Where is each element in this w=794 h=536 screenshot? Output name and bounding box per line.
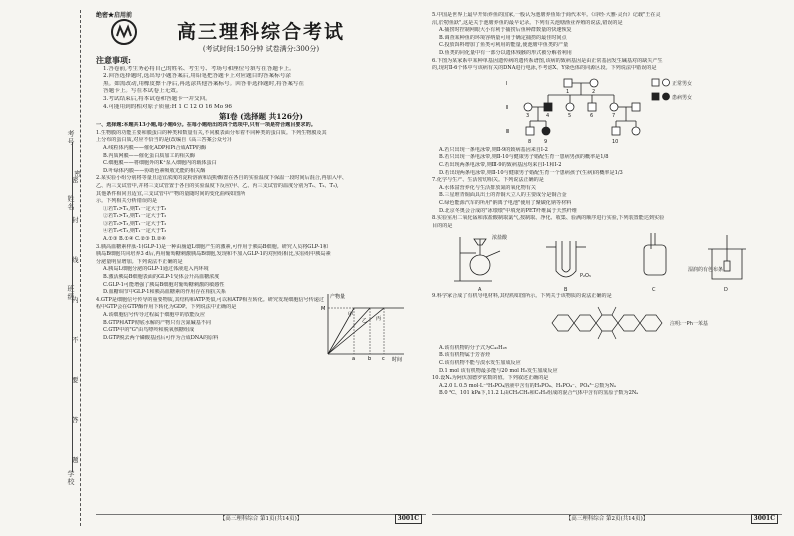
graph-line-label: 甲 (348, 312, 354, 318)
q10-option: B.0 ℃、101 kPa下,11.2 L由CH₂CH₂和C₂H₂组成的混合气体中含有的氢原子数为2Nₐ (439, 390, 639, 397)
seal-char: 封 (72, 216, 79, 224)
margin-label-name: 姓名 (67, 195, 75, 211)
section-intro: 一、选择题:本题共13小题,每小题6分。在每小题给出的四个选项中,只有一项是符合题目要求的。 (96, 122, 316, 129)
section-heading: 第Ⅰ卷 (选择题 共126分) (219, 112, 303, 122)
seal-char: 密 (73, 170, 81, 178)
pedigree-num: 8 (528, 138, 532, 145)
page2-footer-text: 【高三理科综合 第2页(共14页)】 (565, 516, 649, 522)
q1-option: C.细胞膜——将细胞外的K⁺泵入细胞内的载体蛋白 (103, 160, 217, 167)
note-line: 黑。如需改动,用橡皮擦干净后,再选涂其他答案标号。回答非选择题时,将答案写在 (103, 80, 305, 87)
page1-footer (96, 514, 426, 524)
q9-option: A.该有机物的分子式为C₄₂H₂₈ (439, 344, 507, 351)
q10-line: 10.设Nₐ为阿伏加德罗常数的值。下列叙述正确的是 (432, 375, 549, 382)
q8-apparatus-figure (452, 231, 772, 293)
q1-option: B.内质网膜——催化蛋白质加工的相关酶 (103, 152, 195, 159)
page2-paper-code: 3001C (751, 514, 778, 524)
note-line: 2.回答选择题时,选出每小题答案后,用铅笔把答题卡上对应题目的答案标号涂 (103, 73, 291, 80)
q2-option: ④若T₂<T₃,则T₁一定大于T₃ (103, 228, 167, 235)
seal-char: 内 (72, 296, 79, 304)
seal-char: 密 (72, 176, 79, 184)
q7-option: B.三星堆青铜面具出土的青铜大立人的主要成分是铜合金 (439, 192, 567, 199)
q6-option: A.若只出现一条电泳带,则Ⅱ-9的致病基因来自Ⅰ-2 (439, 146, 548, 153)
q5-option: B.调查某种鱼的环境容纳量可用于确定捕捞的最佳时间点 (439, 34, 567, 41)
q2-option: ③若T₂>T₃,则T₁一定大于T₂ (103, 220, 167, 227)
q1-option: A.线粒体内膜——催化ADP和Pi合成ATP的酶 (103, 144, 207, 151)
graph-x-label: 时间 (392, 357, 403, 362)
q7-option: D.北京冬奥会合成的"冰墩墩"中填充的PET纤维属于天然纤维 (439, 207, 577, 214)
q3-option: C.GLP-1可能增强了胰岛B细胞对葡萄糖刺激的敏感性 (103, 281, 225, 288)
q3-line: 胰岛B细胞共同培养3 d后,再用葡萄糖刺激胰岛B细胞,发现和不加入GLP-1的对照组相比,实验组中胰岛素 (96, 251, 331, 258)
graph-y-label: 产物量 (330, 294, 346, 300)
graph-line-label: 乙 (362, 318, 368, 324)
q4-option: A.该细胞信号传导过程属于细胞中的放能反应 (103, 312, 206, 318)
apparatus-note: 浓盐酸 (492, 235, 508, 242)
seal-char: 要 (72, 376, 79, 384)
exam-subtitle: (考试时间:150分钟 试卷满分:300分) (202, 44, 320, 53)
q3-line: 3.胰高血糖素样肽-1(GLP-1)是一种由肠道L细胞产生的激素,可作用于胰岛B细胞。研究人员将GLP-1和 (96, 243, 328, 250)
pedigree-legend: 正常男女 (672, 80, 693, 87)
q6-option: B.若只出现一条电泳带,则Ⅱ-10与健康男子婚配生育一患病男孩的概率是1/8 (439, 154, 609, 161)
page2-footer (432, 514, 782, 524)
confidential-mark: 绝密★启用前 (96, 12, 133, 19)
note-line: 4.可能用到的相对原子质量:H 1 C 12 O 16 Mo 96 (103, 103, 232, 110)
margin-label-school: 学校 (67, 470, 75, 486)
q5-line: 5.中国是世界上最早开始养鱼的国家,一般认为池塘养鱼始于商代末年。《诗经·大雅·灵台》记载"王在灵 (432, 12, 661, 18)
q1-option: D.叶绿体内膜——协助色素吸收光能的相关酶 (103, 167, 206, 174)
q2-product-graph (318, 290, 408, 362)
pedigree-chart (502, 75, 702, 147)
q4-line: 4.GTP是细胞信号传导的重要物质,其结构和ATP类似,可以和ATP相互转化。研究发现细胞信号传递过 (96, 296, 324, 303)
q2-line: 其他条件相同且适宜,三支试管中产物的量随时间的变化曲线如图所 (96, 190, 246, 197)
apparatus-label-b: B (564, 287, 568, 294)
exam-page-2 (432, 12, 782, 526)
q1-line: 上分布的蛋白质,对应不恰当的是(改编自《高三答案公众号》) (96, 137, 232, 144)
q5-line: 沼,於牣鱼跃",这是关于池塘养鱼的最早记录。下列有关池塘渔业养殖的说法,错误的是 (432, 19, 623, 26)
q2-line: 乙、丙三支试管中,并将三支试管置于各自的实验温度下反应(甲、乙、丙三支试管的温度分别为T₁、T₂、T₃), (96, 182, 339, 189)
note-line: 1.答卷前,考生务必将自己的姓名、考生号、考场号和座位号填写在答题卡上。 (103, 65, 295, 72)
seal-char: 答 (72, 416, 79, 424)
exam-title: 高三理科综合考试 (176, 20, 345, 43)
seal-char: 题 (72, 456, 79, 464)
molecule-note: 注明:一Ph一苯基 (670, 320, 708, 327)
q9-option: B.该有机物属于芳香烃 (439, 352, 491, 359)
pedigree-num: 1 (566, 88, 570, 95)
graph-line-label: 丙 (376, 316, 382, 322)
q2-option: ①若T₁>T₂,则T₁一定大于T₃ (103, 205, 167, 212)
page1-paper-code: 3001C (395, 514, 422, 524)
margin-label-exam-no: 考号 (67, 130, 75, 146)
q9-option: C.该有机物不能与溴水发生加成反应 (439, 360, 521, 367)
pedigree-gen-label: Ⅰ (506, 80, 508, 87)
q6-line: 的,现对Ⅱ-6个体中与该病有关的DNA进行电泳,不考虑X、Y染色体的同源区段。下列说法中错误的是 (432, 65, 657, 72)
q5-option: D.鱼类的同化量中有一部分以遗体残骸的形式被分解者利用 (439, 49, 572, 56)
pedigree-num: 2 (592, 88, 596, 95)
q2-line: 示。下列相关分析错误的是 (96, 198, 158, 205)
q2-line: 2.某实验小组分别将等量且适宜浓度的淀粉溶液和淀粉酶置在各自的实验温度下保温一段时间后混合,再加入甲、 (96, 175, 347, 182)
q1-line: 1.生物膜的功能主要和膜蛋白的种类和数量有关,不同膜表面分布着不同种类的蛋白质。下列生物膜及其 (96, 129, 327, 136)
pedigree-num: 6 (590, 112, 594, 119)
apparatus-label-a: A (478, 287, 482, 294)
graph-tick: c (382, 356, 385, 362)
pedigree-num: 3 (526, 112, 530, 119)
q3-option: A.胰岛L细胞分泌的GLP-1通过体液进入内环境 (103, 266, 209, 273)
pedigree-num: 9 (544, 138, 548, 145)
q6-line: 6.下图为某家系中某种单基因遗传病的遗传系谱图,该病的致病基因是由正常基因发生碱基对的缺失产生 (432, 57, 663, 64)
q4-option: D.GTP脱去两个磷酸基团后可作为合成DNA的原料 (103, 334, 219, 341)
q2-answer-choices: A.①③ B.①④ C.②③ D.②④ (103, 236, 166, 243)
q3-option: D.血糖调节中GLP-1和胰高血糖素的作用存在相抗关系 (103, 289, 226, 296)
note-line: 3.考试结束后,将本试卷和答题卡一并交回。 (103, 95, 211, 102)
graph-tick: a (352, 356, 356, 362)
q3-option: B.激活胰岛B细胞表面的GLP-1受体会升高血糖浓度 (103, 274, 220, 281)
pedigree-legend: 患病男女 (672, 94, 693, 101)
pedigree-num: 7 (612, 112, 616, 119)
graph-tick: b (368, 356, 372, 362)
q3-line: 分泌量明显增加。下列说法不正确的是 (96, 258, 183, 265)
q4-option: C.GTP中的"G"由鸟嘌呤和脱氧核糖组成 (103, 327, 195, 334)
q5-option: A.捕捞时控制网眼大小有利于捕捞后鱼种群数量的快速恢复 (439, 27, 572, 34)
pedigree-num: 10 (612, 138, 619, 145)
pedigree-gen-label: Ⅱ (506, 104, 509, 111)
apparatus-note: P₂O₅ (580, 273, 591, 280)
q8-line: 8.实验室用二氧化锰和浓盐酸制取氯气,按制取、净化、收集、验满的顺序进行实验,下列装置能达到实验 (432, 215, 665, 222)
q7-option: A.水体富营养化与生活排放氮的氧化物有关 (439, 184, 536, 191)
exam-page-1 (96, 12, 426, 526)
q9-line: 9.科学家合成了有机导电材料,其结构如图所示。下列关于该物质的说法正确的是 (432, 293, 612, 300)
q9-option: D.1 mol 该有机物最多能与20 mol H₂发生加成反应 (439, 367, 558, 374)
q8-line: 目的的是 (432, 222, 453, 229)
notes-heading: 注意事项: (96, 54, 131, 65)
q9-molecule-structure (542, 301, 742, 345)
seal-char: 不 (72, 336, 79, 344)
pedigree-gen-label: Ⅲ (506, 128, 510, 135)
q5-option: C.投放饵料增加了鱼类可利用的能量,使池塘中鱼类的产量 (439, 42, 569, 49)
apparatus-label-d: D (724, 287, 728, 294)
q4-line: 程中GTP会在GTP酶作用下转化为GDP。下列说法中正确的是 (96, 304, 237, 311)
pedigree-num: 4 (546, 112, 550, 119)
publisher-logo-icon (110, 18, 138, 46)
q7-option: C.绿色能源汽车的所用"钠离子电池"使用了聚碳化钠等材料 (439, 199, 572, 206)
q2-option: ②若T₁>T₃,则T₁一定大于T₂ (103, 213, 167, 220)
q6-option: D.若出现两条电泳带,则Ⅱ-10与健康男子婚配生育一个患病孩子(生病)的概率是1/3 (439, 169, 623, 176)
apparatus-label-c: C (652, 287, 656, 294)
graph-m-label: M (321, 306, 326, 312)
note-line: 答题卡上。写在本试卷上无效。 (103, 88, 182, 95)
binding-margin (0, 0, 92, 536)
q10-option: A.2.0 L 0.5 mol·L⁻¹H₃PO₄溶液中含有的H₃PO₄、H₂PO₄⁻、PO₄³⁻总数为Nₐ (439, 382, 616, 389)
seal-char: 线 (72, 256, 79, 264)
margin-label-class: 班级 (67, 285, 75, 301)
page1-footer-text: 【高三理科综合 第1页(共14页)】 (219, 516, 303, 522)
seal-dashed-line (80, 10, 81, 526)
apparatus-note: 湿润的有色布条 (688, 267, 724, 274)
pedigree-num: 5 (568, 112, 572, 119)
q6-option: C.若出现两条电泳带,则Ⅲ-9的致病基因均来自Ⅰ-1和Ⅰ-2 (439, 161, 562, 168)
q7-line: 7.化学与生产、生活密切相关。下列说法正确的是 (432, 177, 544, 184)
q4-option: B.GTP和ATP彻底水解的产物只有含氮碱基不同 (103, 319, 211, 326)
